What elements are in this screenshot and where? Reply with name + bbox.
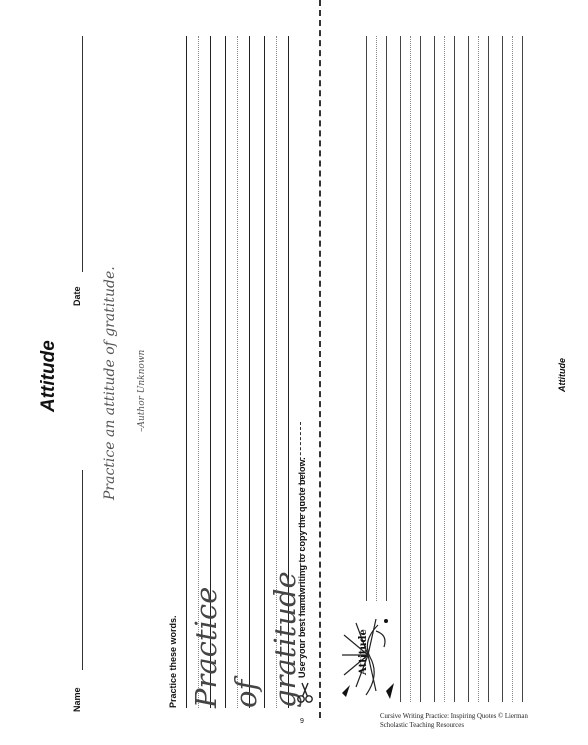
name-line [82,470,83,670]
name-label: Name [72,687,82,712]
quote-text: Practice an attitude of gratitude. [102,266,118,500]
date-label: Date [72,286,82,306]
practice-label: Practice these words. [168,615,178,708]
credit-line-1: Cursive Writing Practice: Inspiring Quotes © Lierman [380,713,528,720]
footer-title: Attitude [557,358,567,392]
credit-block [380,712,528,730]
page-number: 9 [300,718,304,725]
attitude-logo [336,605,400,705]
practice-word-1: Practice [189,586,223,708]
logo-text: Attitude [358,629,369,675]
cut-line [319,0,321,718]
quote-author: –Author Unknown [137,349,147,432]
writing-lines [362,36,527,702]
practice-word-3: gratitude [268,571,302,708]
copy-instruction: Use your best handwriting to copy the quote below. [297,457,307,678]
credit-line-2: Scholastic Teaching Resources [380,722,464,729]
practice-word-2: of [229,679,263,708]
scissors-icon [296,680,314,704]
page-title: Attitude [38,340,59,412]
copy-instruction-cutline [300,422,301,662]
date-line [82,36,83,272]
